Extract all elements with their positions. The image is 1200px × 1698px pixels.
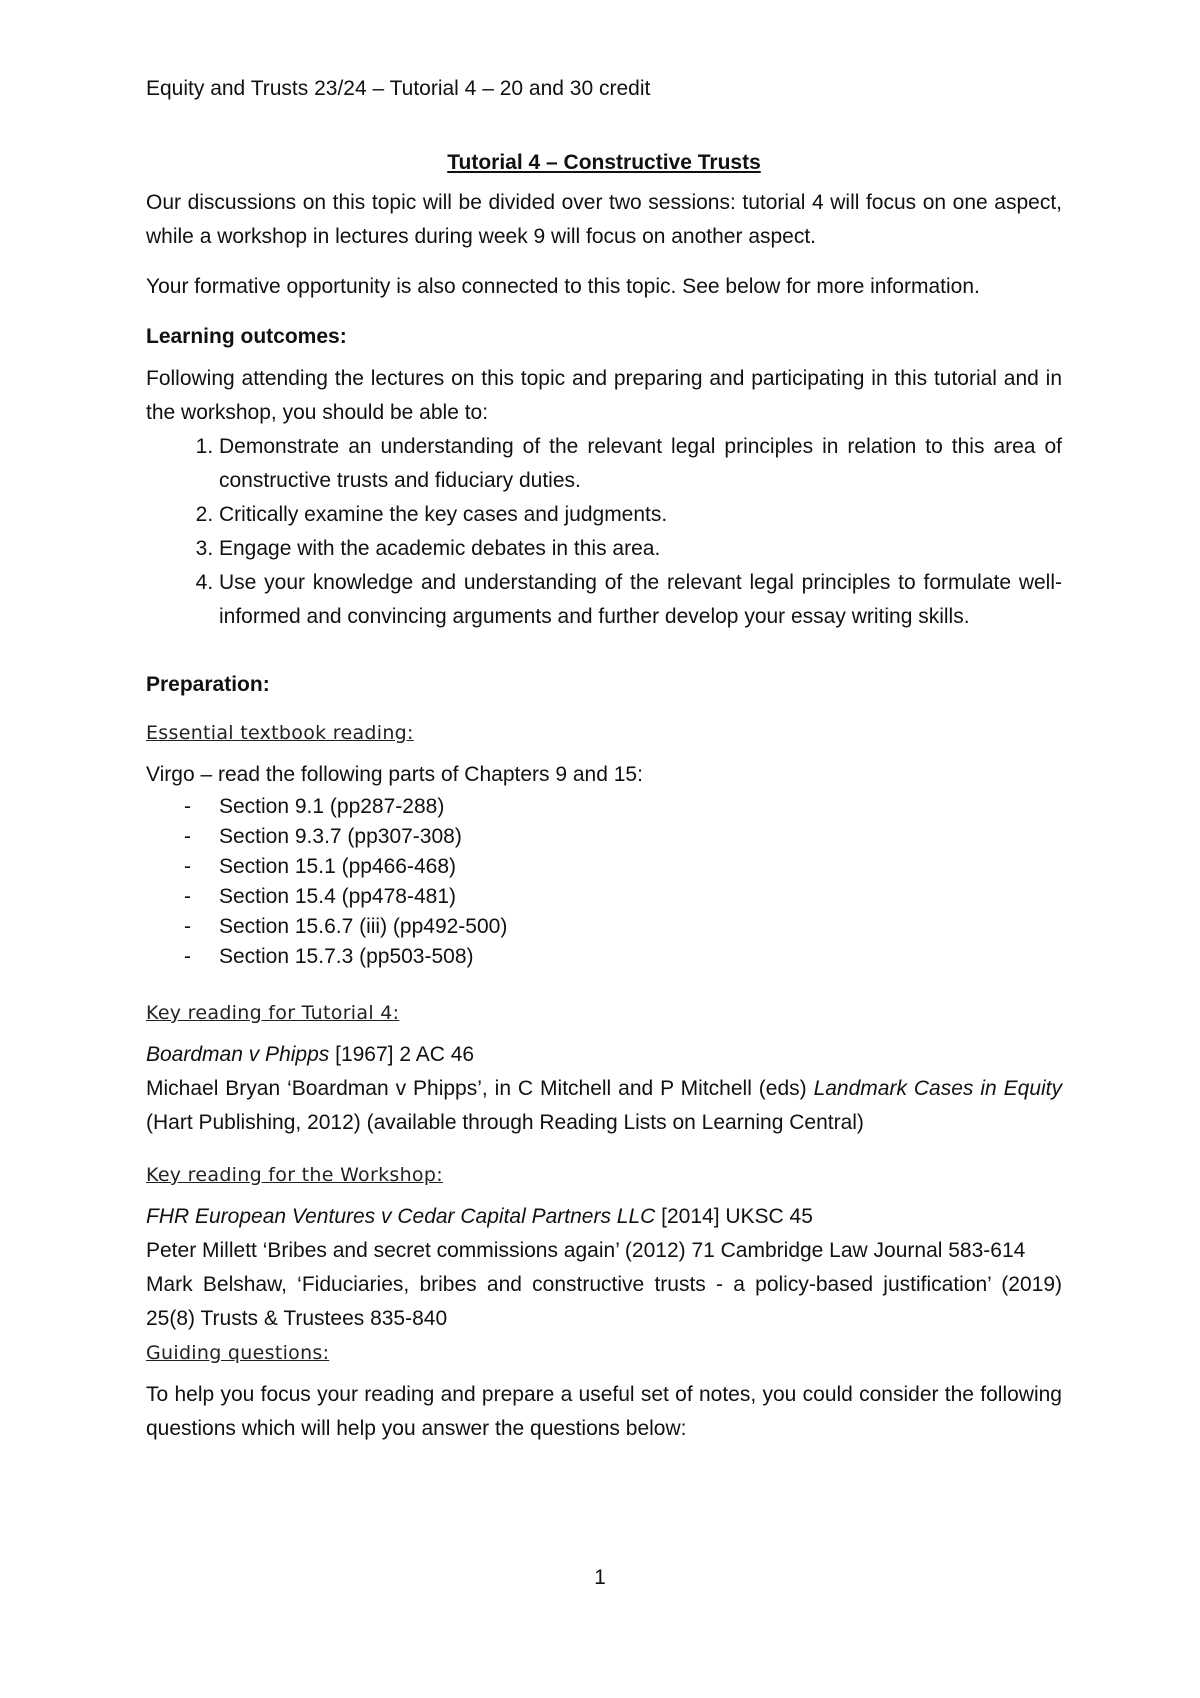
page-title: Tutorial 4 – Constructive Trusts <box>447 151 761 174</box>
belshaw-reference: Mark Belshaw, ‘Fiduciaries, bribes and constructive trusts - a policy-based justification’ (2019) 25(8) Trusts & Trustees 835-840 <box>146 1273 1062 1330</box>
page-number: 1 <box>594 1566 606 1589</box>
dash-bullet: - <box>184 915 191 938</box>
section-item-text: Section 9.1 (pp287-288) <box>219 795 445 818</box>
page-content <box>146 72 1062 1446</box>
bryan-reference-tail: (Hart Publishing, 2012) (available through Reading Lists on Learning Central) <box>146 1111 864 1134</box>
case-citation: [1967] 2 AC 46 <box>329 1043 475 1066</box>
learning-outcomes-list <box>146 430 1062 634</box>
learning-outcomes-lead: Following attending the lectures on this topic and preparing and participating in this tutorial and in the workshop, you should be able to: <box>146 367 1062 424</box>
millett-reference: Peter Millett ‘Bribes and secret commissions again’ (2012) 71 Cambridge Law Journal 583-614 <box>146 1239 1026 1262</box>
section-item <box>146 822 1062 852</box>
section-item <box>146 882 1062 912</box>
section-list <box>146 792 1062 972</box>
learning-outcomes-heading: Learning outcomes: <box>146 325 347 348</box>
section-item-text: Section 15.4 (pp478-481) <box>219 885 456 908</box>
dash-bullet: - <box>184 855 191 878</box>
dash-bullet: - <box>184 885 191 908</box>
guiding-questions-text: To help you focus your reading and prepare a useful set of notes, you could consider the following questions which will help you answer the questions below: <box>146 1383 1062 1440</box>
outcome-item: 4. Use your knowledge and understanding of the relevant legal principles to formulate well-informed and convincing arguments and further develop your essay writing skills. <box>219 566 1062 634</box>
case-name: FHR European Ventures v Cedar Capital Partners LLC <box>146 1205 656 1228</box>
section-item-text: Section 15.1 (pp466-468) <box>219 855 456 878</box>
section-item <box>146 852 1062 882</box>
outcome-item: 3. Engage with the academic debates in this area. <box>219 532 1062 566</box>
bryan-reference-lead: Michael Bryan ‘Boardman v Phipps’, in C Mitchell and P Mitchell (eds) <box>146 1077 814 1100</box>
intro-paragraph-2: Your formative opportunity is also connected to this topic. See below for more information. <box>146 275 980 298</box>
preparation-heading: Preparation: <box>146 673 270 696</box>
virgo-line: Virgo – read the following parts of Chapters 9 and 15: <box>146 763 643 786</box>
section-item-text: Section 15.6.7 (iii) (pp492-500) <box>219 915 508 938</box>
section-item <box>146 942 1062 972</box>
dash-bullet: - <box>184 825 191 848</box>
bryan-book-title: Landmark Cases in Equity <box>813 1077 1062 1100</box>
fhr-case-line <box>146 1200 1062 1234</box>
section-item <box>146 912 1062 942</box>
intro-paragraph-1: Our discussions on this topic will be divided over two sessions: tutorial 4 will focus on one aspect, while a workshop in lectures during week 9 will focus on another aspect. <box>146 191 1062 248</box>
boardman-case-line <box>146 1038 1062 1072</box>
dash-bullet: - <box>184 945 191 968</box>
key-reading-tutorial-heading: Key reading for Tutorial 4: <box>146 1002 400 1024</box>
document-header: Equity and Trusts 23/24 – Tutorial 4 – 20 and 30 credit <box>146 77 651 100</box>
section-item-text: Section 9.3.7 (pp307-308) <box>219 825 462 848</box>
essential-reading-heading: Essential textbook reading: <box>146 722 414 744</box>
section-item-text: Section 15.7.3 (pp503-508) <box>219 945 474 968</box>
case-name: Boardman v Phipps <box>146 1043 330 1066</box>
dash-bullet: - <box>184 795 191 818</box>
case-citation: [2014] UKSC 45 <box>655 1205 813 1228</box>
bryan-reference <box>146 1072 1062 1140</box>
section-item <box>146 792 1062 822</box>
outcome-item: 2. Critically examine the key cases and judgments. <box>219 498 1062 532</box>
outcome-item: 1. Demonstrate an understanding of the relevant legal principles in relation to this area of constructive trusts and fiduciary duties. <box>219 430 1062 498</box>
key-reading-workshop-heading: Key reading for the Workshop: <box>146 1164 443 1186</box>
guiding-questions-heading: Guiding questions: <box>146 1342 330 1364</box>
